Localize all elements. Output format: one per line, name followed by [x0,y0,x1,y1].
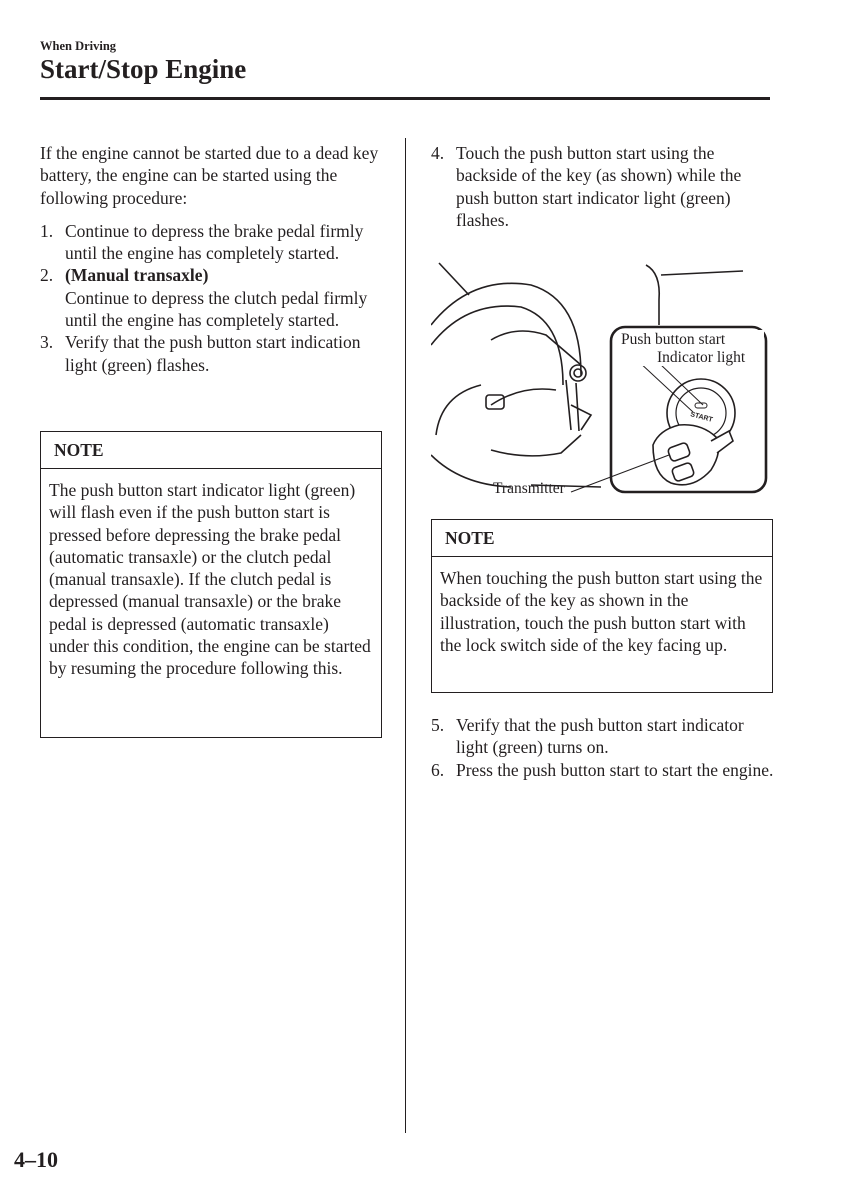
step-item [40,220,385,265]
step-item [431,142,776,231]
step-text: Verify that the push button start indication light (green) flashes. [65,332,361,375]
step-number: 4. [431,143,445,163]
figure-label-push-button-start: Push button start [621,331,726,348]
step-text: Verify that the push button start indicator light (green) turns on. [456,715,744,758]
step-number: 5. [431,715,445,735]
steps-list-3 [431,714,776,781]
step-number: 2. [40,265,54,286]
step-text: Press the push button start to start the engine. [456,759,774,780]
steps-list-2 [431,142,776,231]
note-box [40,431,382,738]
step-text: Touch the push button start using the backside of the key (as shown) while the push button start indicator light (green) flashes. [456,143,742,230]
steps-list-1 [40,220,385,376]
note-text: When touching the push button start using the backside of the key as shown in the illustration, touch the push button start with the lock switch side of the key facing up. [440,568,763,655]
step-text: Continue to depress the brake pedal firmly until the engine has completely started. [65,220,364,264]
figure-label-transmitter: Transmitter [493,480,565,497]
step-item [40,264,385,331]
column-divider [405,138,406,1133]
step-number: 6. [431,759,445,780]
right-column [431,142,776,231]
step-text: Continue to depress the clutch pedal firmly until the engine has completely started. [65,287,368,331]
step-heading: (Manual transaxle) [65,265,209,286]
lower-steps [431,714,776,781]
step-item [431,714,776,759]
step-item [40,331,385,376]
left-column [40,142,385,376]
note-heading: NOTE [41,432,381,469]
note-text: The push button start indicator light (green) will flash even if the push button start is pressed before depressing the brake pedal (automatic transaxle) or the clutch pedal (manual transaxle). If the clutch pedal is depressed (manual transaxle) or the brake pedal is depressed (automatic transaxle) under this condition, the engine can be started by resuming the procedure following this. [49,480,371,679]
note-box [431,519,773,693]
step-number: 1. [40,220,54,241]
push-button-start-illustration [431,255,771,505]
title-rule [40,97,770,100]
step-item [431,759,776,781]
start-label: START [689,411,714,424]
step-number: 3. [40,332,54,353]
page-title: Start/Stop Engine [40,54,247,84]
section-label: When Driving [40,39,117,53]
intro-paragraph: If the engine cannot be started due to a dead key battery, the engine can be started using the following procedure: [40,143,379,208]
figure-label-indicator-light: Indicator light [657,349,746,366]
step-body [65,264,385,331]
note-heading: NOTE [432,520,772,557]
page-number: 4–10 [14,1147,58,1172]
